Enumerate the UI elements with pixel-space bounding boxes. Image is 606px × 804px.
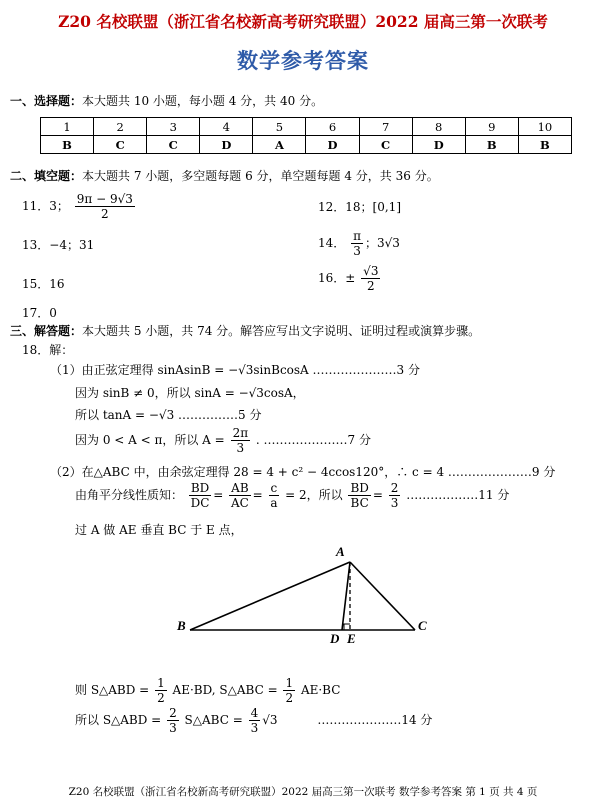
solution-line: [75, 676, 340, 705]
fraction-denominator: 3: [169, 721, 177, 735]
table-cell: C: [147, 136, 200, 154]
fraction-numerator: 2: [390, 481, 399, 495]
table-cell: 7: [359, 118, 412, 136]
fraction: [249, 706, 261, 735]
math-text: 由角平分线性质知：: [75, 488, 184, 502]
fraction-numerator: 4: [250, 706, 259, 720]
math-text: ………………11 分: [406, 488, 510, 502]
table-cell: C: [94, 136, 147, 154]
q-label: 11．: [22, 199, 50, 213]
fraction-denominator: AC: [230, 496, 249, 510]
table-cell: B: [518, 136, 571, 154]
math-text: . …………………7 分: [255, 433, 372, 447]
solution-line: 所以 tanA = −√3 ……………5 分: [75, 408, 262, 422]
table-cell: B: [41, 136, 94, 154]
point-label-c: C: [418, 618, 427, 633]
table-cell: 3: [147, 118, 200, 136]
fraction: [283, 676, 295, 705]
math-text: S△ABC =: [184, 713, 243, 727]
math-text: AE·BD, S△ABC =: [172, 683, 278, 697]
section-3-heading: 三、解答题：: [10, 324, 83, 338]
fraction-numerator: BD: [350, 481, 369, 495]
table-cell: C: [359, 136, 412, 154]
right-angle-mark: [344, 624, 350, 630]
q-label: 14．: [318, 236, 346, 250]
table-cell: D: [200, 136, 253, 154]
table-cell: 6: [306, 118, 359, 136]
fraction-numerator: BD: [190, 481, 210, 495]
page-title: 数学参考答案: [237, 48, 369, 73]
point-label-a: A: [336, 544, 345, 559]
fraction-numerator: 2: [169, 706, 177, 720]
document-header: Z20 名校联盟（浙江省名校新高考研究联盟）2022 届高三第一次联考: [58, 12, 548, 31]
q-label: 15．: [22, 277, 50, 291]
q-answer: 16: [49, 277, 65, 291]
fraction-numerator: √3: [363, 264, 379, 278]
q-answer: 0: [49, 306, 57, 320]
fraction-denominator: BC: [350, 496, 369, 510]
section-3-desc: 本大题共 5 小题，共 74 分。解答应写出文字说明、证明过程或演算步骤。: [82, 324, 481, 338]
side-ac: [350, 562, 415, 630]
fraction-denominator: a: [270, 496, 278, 510]
table-cell: A: [253, 136, 306, 154]
solution-line: [75, 706, 432, 735]
q-label: 13．: [22, 238, 50, 252]
section-1-desc: 本大题共 10 小题，每小题 4 分，共 40 分。: [82, 94, 324, 108]
table-cell: 8: [412, 118, 465, 136]
fraction-numerator: c: [270, 481, 278, 495]
fraction-denominator: 3: [353, 244, 361, 258]
q-answer: 3；: [49, 199, 69, 213]
fraction-denominator: DC: [190, 496, 210, 510]
fraction-denominator: 2: [157, 691, 165, 705]
solution-line: （2）在△ABC 中，由余弦定理得 28 = 4 + c² − 4ccos120°，∴ c = 4 …………………9 分: [50, 465, 556, 479]
section-2-heading: 二、填空题：: [10, 169, 83, 183]
solution-line: 过 A 做 AE 垂直 BC 于 E 点，: [75, 523, 243, 537]
fraction-denominator: 3: [250, 721, 259, 735]
fraction-denominator: 2: [366, 279, 375, 293]
q-label: 12．: [318, 200, 346, 214]
fraction-denominator: 3: [390, 496, 399, 510]
table-cell: 10: [518, 118, 571, 136]
q-answer: −4；31: [49, 238, 95, 252]
q-label: 16．: [318, 271, 346, 285]
fraction-numerator: 1: [157, 676, 165, 690]
section-2-desc: 本大题共 7 小题，多空题每题 6 分，单空题每题 4 分，共 36 分。: [82, 169, 439, 183]
fraction-numerator: π: [353, 229, 361, 243]
solution-line: 由角平分线性质知： $\frac{BD}{DC}$ = $\frac{AB}{AC}$ = $\frac{c}{a}$ = 2，所以 $\frac{BD}{BC}$ = $\frac{2}{3}$ ………………11 分: [75, 481, 510, 510]
math-text: …………………14 分: [317, 713, 433, 727]
fraction: [155, 676, 167, 705]
q-answer: ；3√3: [365, 236, 400, 250]
table-cell: 2: [94, 118, 147, 136]
fraction-numerator: AB: [231, 481, 249, 495]
table-cell: D: [412, 136, 465, 154]
side-ab: [190, 562, 350, 630]
fraction-numerator: 1: [285, 676, 294, 690]
math-text: √3: [262, 713, 278, 727]
fraction-denominator: 2: [285, 691, 294, 705]
table-cell: 5: [253, 118, 306, 136]
point-label-b: B: [177, 618, 186, 633]
fraction-denominator: 3: [236, 441, 245, 455]
math-text: AE·BC: [300, 683, 341, 697]
q-label: 17．: [22, 306, 50, 320]
table-cell: D: [306, 136, 359, 154]
q18-label: 18．解：: [22, 343, 74, 357]
q-answer: 18；[0,1]: [345, 200, 401, 214]
math-text: = 2，所以: [285, 488, 343, 502]
fraction-numerator: 2π: [232, 426, 249, 440]
fraction-denominator: 2: [100, 207, 109, 221]
solution-line: 因为 sinB ≠ 0，所以 sinA = −√3cosA，: [75, 386, 305, 400]
section-1-heading: 一、选择题：: [10, 94, 83, 108]
page-footer: Z20 名校联盟（浙江省名校新高考研究联盟）2022 届高三第一次联考 数学参考答案 第 1 页 共 4 页: [68, 786, 538, 798]
solution-line: （1）由正弦定理得 sinAsinB = −√3sinBcosA …………………3 分: [50, 363, 420, 377]
point-label-d: D: [330, 631, 340, 646]
table-cell: 4: [200, 118, 253, 136]
point-label-e: E: [347, 631, 356, 646]
table-cell: 9: [465, 118, 518, 136]
fraction-numerator: 9π − 9√3: [76, 192, 133, 206]
table-cell: B: [465, 136, 518, 154]
math-text: 则 S△ABD =: [75, 683, 150, 697]
fraction: [167, 706, 179, 735]
math-text: 所以 S△ABD =: [75, 713, 162, 727]
q-answer: ±: [345, 271, 356, 285]
math-text: 因为 0 < A < π，所以 A =: [75, 433, 225, 447]
table-cell: 1: [41, 118, 94, 136]
segment-ad: [342, 562, 350, 630]
